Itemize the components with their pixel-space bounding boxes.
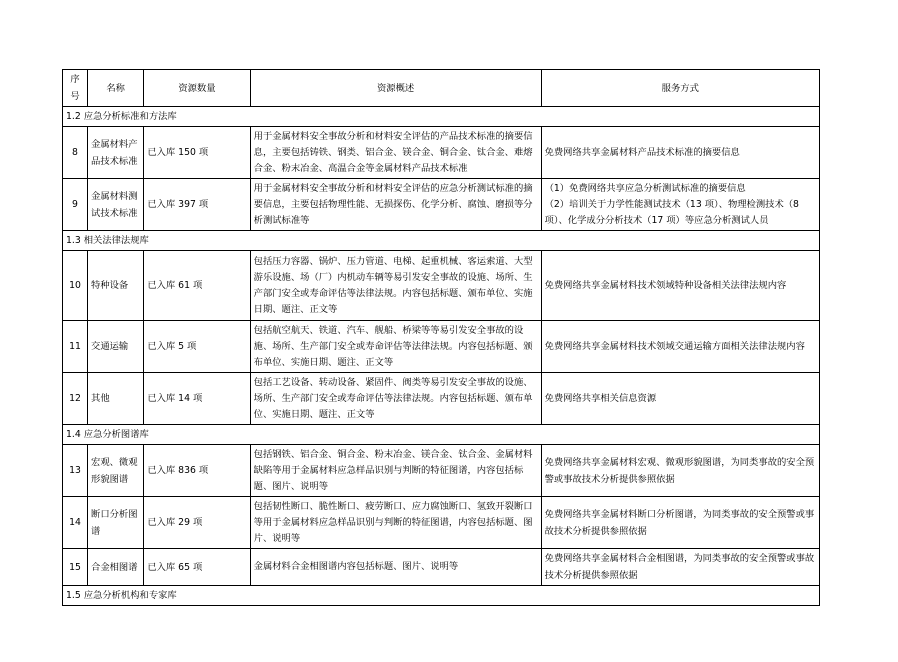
row-name: 金属材料产品技术标准 <box>88 127 144 179</box>
row-desc: 包括钢铁、铝合金、铜合金、粉末冶金、镁合金、钛合金、金属材料缺陷等用于金属材料应急样品识别与判断的特征图谱，内容包括标题、图片、说明等 <box>250 445 541 497</box>
row-qty: 已入库 5 项 <box>144 321 250 373</box>
header-desc: 资源概述 <box>250 70 541 107</box>
row-desc: 用于金属材料安全事故分析和材料安全评估的应急分析测试标准的摘要信息，主要包括物理性能、无损探伤、化学分析、腐蚀、磨损等分析测试标准等 <box>250 179 541 231</box>
row-qty: 已入库 397 项 <box>144 179 250 231</box>
section-title: 1.2 应急分析标准和方法库 <box>63 107 820 127</box>
row-no: 12 <box>63 373 88 425</box>
table-row <box>63 549 820 586</box>
row-no: 11 <box>63 321 88 373</box>
row-qty: 已入库 65 项 <box>144 549 250 586</box>
row-name: 其他 <box>88 373 144 425</box>
row-service: 免费网络共享金属材料产品技术标准的摘要信息 <box>541 127 819 179</box>
service-line: （2）培训关于力学性能测试技术（13 项）、物理检测技术（8 项）、化学成分分析技术（17 项）等应急分析测试人员 <box>544 198 799 226</box>
section-row <box>63 107 820 127</box>
section-title: 1.3 相关法律法规库 <box>63 231 820 251</box>
row-name: 断口分析图谱 <box>88 497 144 549</box>
table-row <box>63 179 820 231</box>
section-title: 1.5 应急分析机构和专家库 <box>63 586 820 606</box>
row-service: 免费网络共享金属材料技术领域特种设备相关法律法规内容 <box>541 251 819 321</box>
row-name: 特种设备 <box>88 251 144 321</box>
row-service: 免费网络共享金属材料断口分析图谱，为同类事故的安全预警或事故技术分析提供参照依据 <box>541 497 819 549</box>
row-service <box>541 179 819 231</box>
section-row <box>63 231 820 251</box>
row-qty: 已入库 29 项 <box>144 497 250 549</box>
row-name: 交通运输 <box>88 321 144 373</box>
header-name: 名称 <box>88 70 144 107</box>
table-row <box>63 373 820 425</box>
row-desc: 用于金属材料安全事故分析和材料安全评估的产品技术标准的摘要信息，主要包括铸铁、钢类、铝合金、镁合金、铜合金、钛合金、难熔合金、粉末冶金、高温合金等金属材料产品技术标准 <box>250 127 541 179</box>
row-qty: 已入库 150 项 <box>144 127 250 179</box>
header-no: 序号 <box>63 70 88 107</box>
table-row <box>63 251 820 321</box>
row-desc: 包括工艺设备、转动设备、紧固件、阀类等易引发安全事故的设施、场所、生产部门安全或寿命评估等法律法规。内容包括标题、颁布单位、实施日期、题注、正文等 <box>250 373 541 425</box>
table-row <box>63 321 820 373</box>
section-title: 1.4 应急分析图谱库 <box>63 425 820 445</box>
row-desc: 包括韧性断口、脆性断口、疲劳断口、应力腐蚀断口、氢致开裂断口等用于金属材料应急样品识别与判断的特征图谱，内容包括标题、图片、说明等 <box>250 497 541 549</box>
row-desc: 包括航空航天、铁道、汽车、舰船、桥梁等等易引发安全事故的设施、场所、生产部门安全或寿命评估等法律法规。内容包括标题、颁布单位、实施日期、题注、正文等 <box>250 321 541 373</box>
section-row <box>63 586 820 606</box>
section-row <box>63 425 820 445</box>
row-no: 10 <box>63 251 88 321</box>
row-qty: 已入库 61 项 <box>144 251 250 321</box>
row-name: 合金相图谱 <box>88 549 144 586</box>
row-desc: 金属材料合金相图谱内容包括标题、图片、说明等 <box>250 549 541 586</box>
row-name: 金属材料测试技术标准 <box>88 179 144 231</box>
header-service: 服务方式 <box>541 70 819 107</box>
row-no: 14 <box>63 497 88 549</box>
table-row <box>63 497 820 549</box>
service-line: （1）免费网络共享应急分析测试标准的摘要信息 <box>544 182 746 194</box>
row-service: 免费网络共享相关信息资源 <box>541 373 819 425</box>
row-qty: 已入库 836 项 <box>144 445 250 497</box>
row-desc: 包括压力容器、锅炉、压力管道、电梯、起重机械、客运索道、大型游乐设施、场（厂）内机动车辆等易引发安全事故的设施、场所、生产部门安全或寿命评估等法律法规。内容包括标题、颁布单位、实施日期、题注、正文等 <box>250 251 541 321</box>
row-no: 8 <box>63 127 88 179</box>
row-service: 免费网络共享金属材料合金相图谱，为同类事故的安全预警或事故技术分析提供参照依据 <box>541 549 819 586</box>
header-qty: 资源数量 <box>144 70 250 107</box>
row-name: 宏观、微观形貌图谱 <box>88 445 144 497</box>
row-qty: 已入库 14 项 <box>144 373 250 425</box>
row-service: 免费网络共享金属材料技术领域交通运输方面相关法律法规内容 <box>541 321 819 373</box>
table-row <box>63 127 820 179</box>
row-no: 13 <box>63 445 88 497</box>
row-no: 9 <box>63 179 88 231</box>
row-no: 15 <box>63 549 88 586</box>
resource-table <box>62 69 820 606</box>
table-row <box>63 445 820 497</box>
header-row <box>63 70 820 107</box>
row-service: 免费网络共享金属材料宏观、微观形貌图谱，为同类事故的安全预警或事故技术分析提供参照依据 <box>541 445 819 497</box>
